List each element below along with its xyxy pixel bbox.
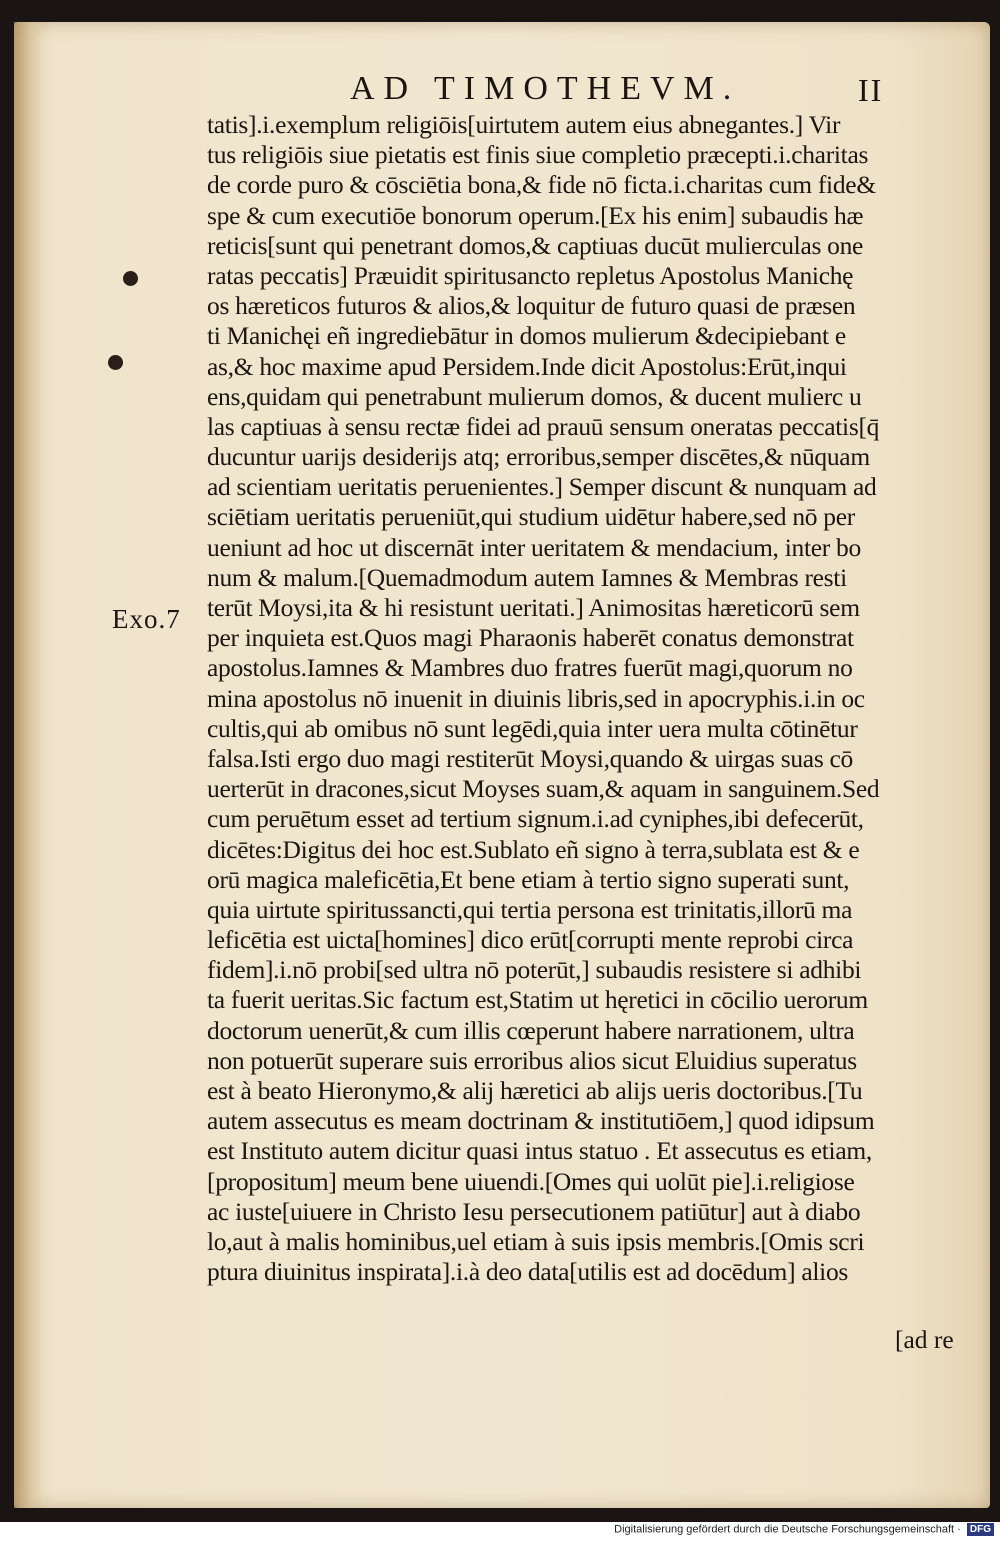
text-line: de corde puro & cōsciētia bona,& fide nō ficta.i.charitas cum fide&	[207, 170, 876, 200]
text-line: cultis,qui ab omibus nō sunt legēdi,quia inter uera multa cōtinētur	[207, 713, 858, 743]
text-line: orū magica maleficētia,Et bene etiam à tertio signo superati sunt,	[207, 864, 850, 894]
text-line: apostolus.Iamnes & Mambres duo fratres fuerūt magi,quorum no	[207, 653, 853, 683]
text-line: tus religiōis siue pietatis est finis siue completio præcepti.i.charitas	[207, 140, 869, 170]
running-head: AD TIMOTHEVM.	[350, 70, 741, 107]
text-line: quia uirtute spiritussancti,qui tertia persona est trinitatis,illorū ma	[207, 894, 853, 924]
folio-number: II	[858, 72, 884, 108]
dfg-logo-icon: DFG	[967, 1523, 994, 1536]
text-line: ducuntur uarijs desiderijs atq; erroribus,semper discētes,& nūquam	[207, 442, 870, 472]
margin-reference-note: Exo.7	[112, 604, 181, 634]
ink-blot-mark	[108, 355, 123, 370]
text-line: os hæreticos futuros & alios,& loquitur de futuro quasi de præsen	[207, 291, 856, 321]
ink-blot-mark	[123, 271, 138, 286]
text-line: lo,aut à malis hominibus,uel etiam à suis ipsis membris.[Omis scri	[207, 1226, 865, 1256]
text-line: ac iuste[uiuere in Christo Iesu persecutionem patiūtur] aut à diabo	[207, 1196, 861, 1226]
text-line: ratas peccatis] Præuidit spiritusancto repletus Apostolus Manichę	[207, 260, 854, 290]
text-line: ptura diuinitus inspirata].i.à deo data[utilis est ad docēdum] alios	[207, 1257, 849, 1287]
text-line: las captiuas à sensu rectæ fidei ad prauū sensum oneratas peccatis[q̄	[207, 411, 880, 441]
text-line: ens,quidam qui penetrabunt mulierum domos, & ducent mulierc u	[207, 381, 862, 411]
text-line: falsa.Isti ergo duo magi restiterūt Moysi,quando & uirgas suas cō	[207, 743, 853, 773]
text-line: per inquieta est.Quos magi Pharaonis haberēt conatus demonstrat	[207, 623, 854, 653]
catchword: [ad re	[895, 1325, 954, 1354]
digitization-credit	[614, 1523, 994, 1536]
text-line: [propositum] meum bene uiuendi.[Omes qui uolūt pie].i.religiose	[207, 1166, 855, 1196]
text-line: dicētes:Digitus dei hoc est.Sublato eñ signo à terra,sublata est & e	[207, 834, 860, 864]
text-line: est Instituto autem dicitur quasi intus statuo . Et assecutus es etiam,	[207, 1136, 872, 1166]
text-line: fidem].i.nō probi[sed ultra nō poterūt,] subaudis resistere si adhibi	[207, 955, 862, 985]
text-line: doctorum uenerūt,& cum illis cœperunt habere narrationem, ultra	[207, 1015, 855, 1045]
text-line: terūt Moysi,ita & hi resistunt ueritati.] Animositas hæreticorū sem	[207, 593, 860, 622]
text-line: non potuerūt superare suis erroribus alios sicut Eluidius superatus	[207, 1045, 857, 1075]
text-line: est à beato Hieronymo,& alij hæretici ab alijs ueris doctoribus.[Tu	[207, 1076, 863, 1105]
text-line: uerterūt in dracones,sicut Moyses suam,& aquam in sanguinem.Sed	[207, 774, 880, 804]
text-line: leficētia est uicta[homines] dico erūt[corrupti mente reprobi circa	[207, 925, 854, 955]
text-line: reticis[sunt qui penetrant domos,& captiuas ducūt mulierculas one	[207, 230, 864, 260]
text-line: ti Manichęi eñ ingrediebātur in domos mulierum &decipiebant e	[207, 321, 846, 351]
page-gutter-shadow	[14, 22, 42, 1508]
text-line: spe & cum executiōe bonorum operum.[Ex his enim] subaudis hæ	[207, 200, 864, 230]
text-line: num & malum.[Quemadmodum autem Iamnes & Membras resti	[207, 562, 847, 592]
commentary-text-block	[207, 110, 967, 1287]
text-line: ueniunt ad hoc ut discernāt inter ueritatem & mendacium, inter bo	[207, 532, 861, 562]
text-line: ad scientiam ueritatis peruenientes.] Semper discunt & nunquam ad	[207, 472, 877, 502]
text-line: cum peruētum esset ad tertium signum.i.ad cyniphes,ibi defecerūt,	[207, 804, 864, 834]
text-line: as,& hoc maxime apud Persidem.Inde dicit Apostolus:Erūt,inqui	[207, 351, 847, 381]
text-line: sciētiam ueritatis perueniūt,qui studium uidētur habere,sed nō per	[207, 502, 855, 532]
text-line: mina apostolus nō inuenit in diuinis libris,sed in apocryphis.i.in oc	[207, 683, 865, 713]
text-line: tatis].i.exemplum religiōis[uirtutem autem eius abnegantes.] Vir	[207, 110, 841, 139]
text-line: autem assecutus es meam doctrinam & institutiōem,] quod idipsum	[207, 1106, 875, 1136]
credit-text: Digitalisierung gefördert durch die Deutsche Forschungsgemeinschaft ·	[614, 1523, 961, 1536]
text-line: ta fuerit ueritas.Sic factum est,Statim ut hęretici in cōcilio uerorum	[207, 985, 868, 1015]
